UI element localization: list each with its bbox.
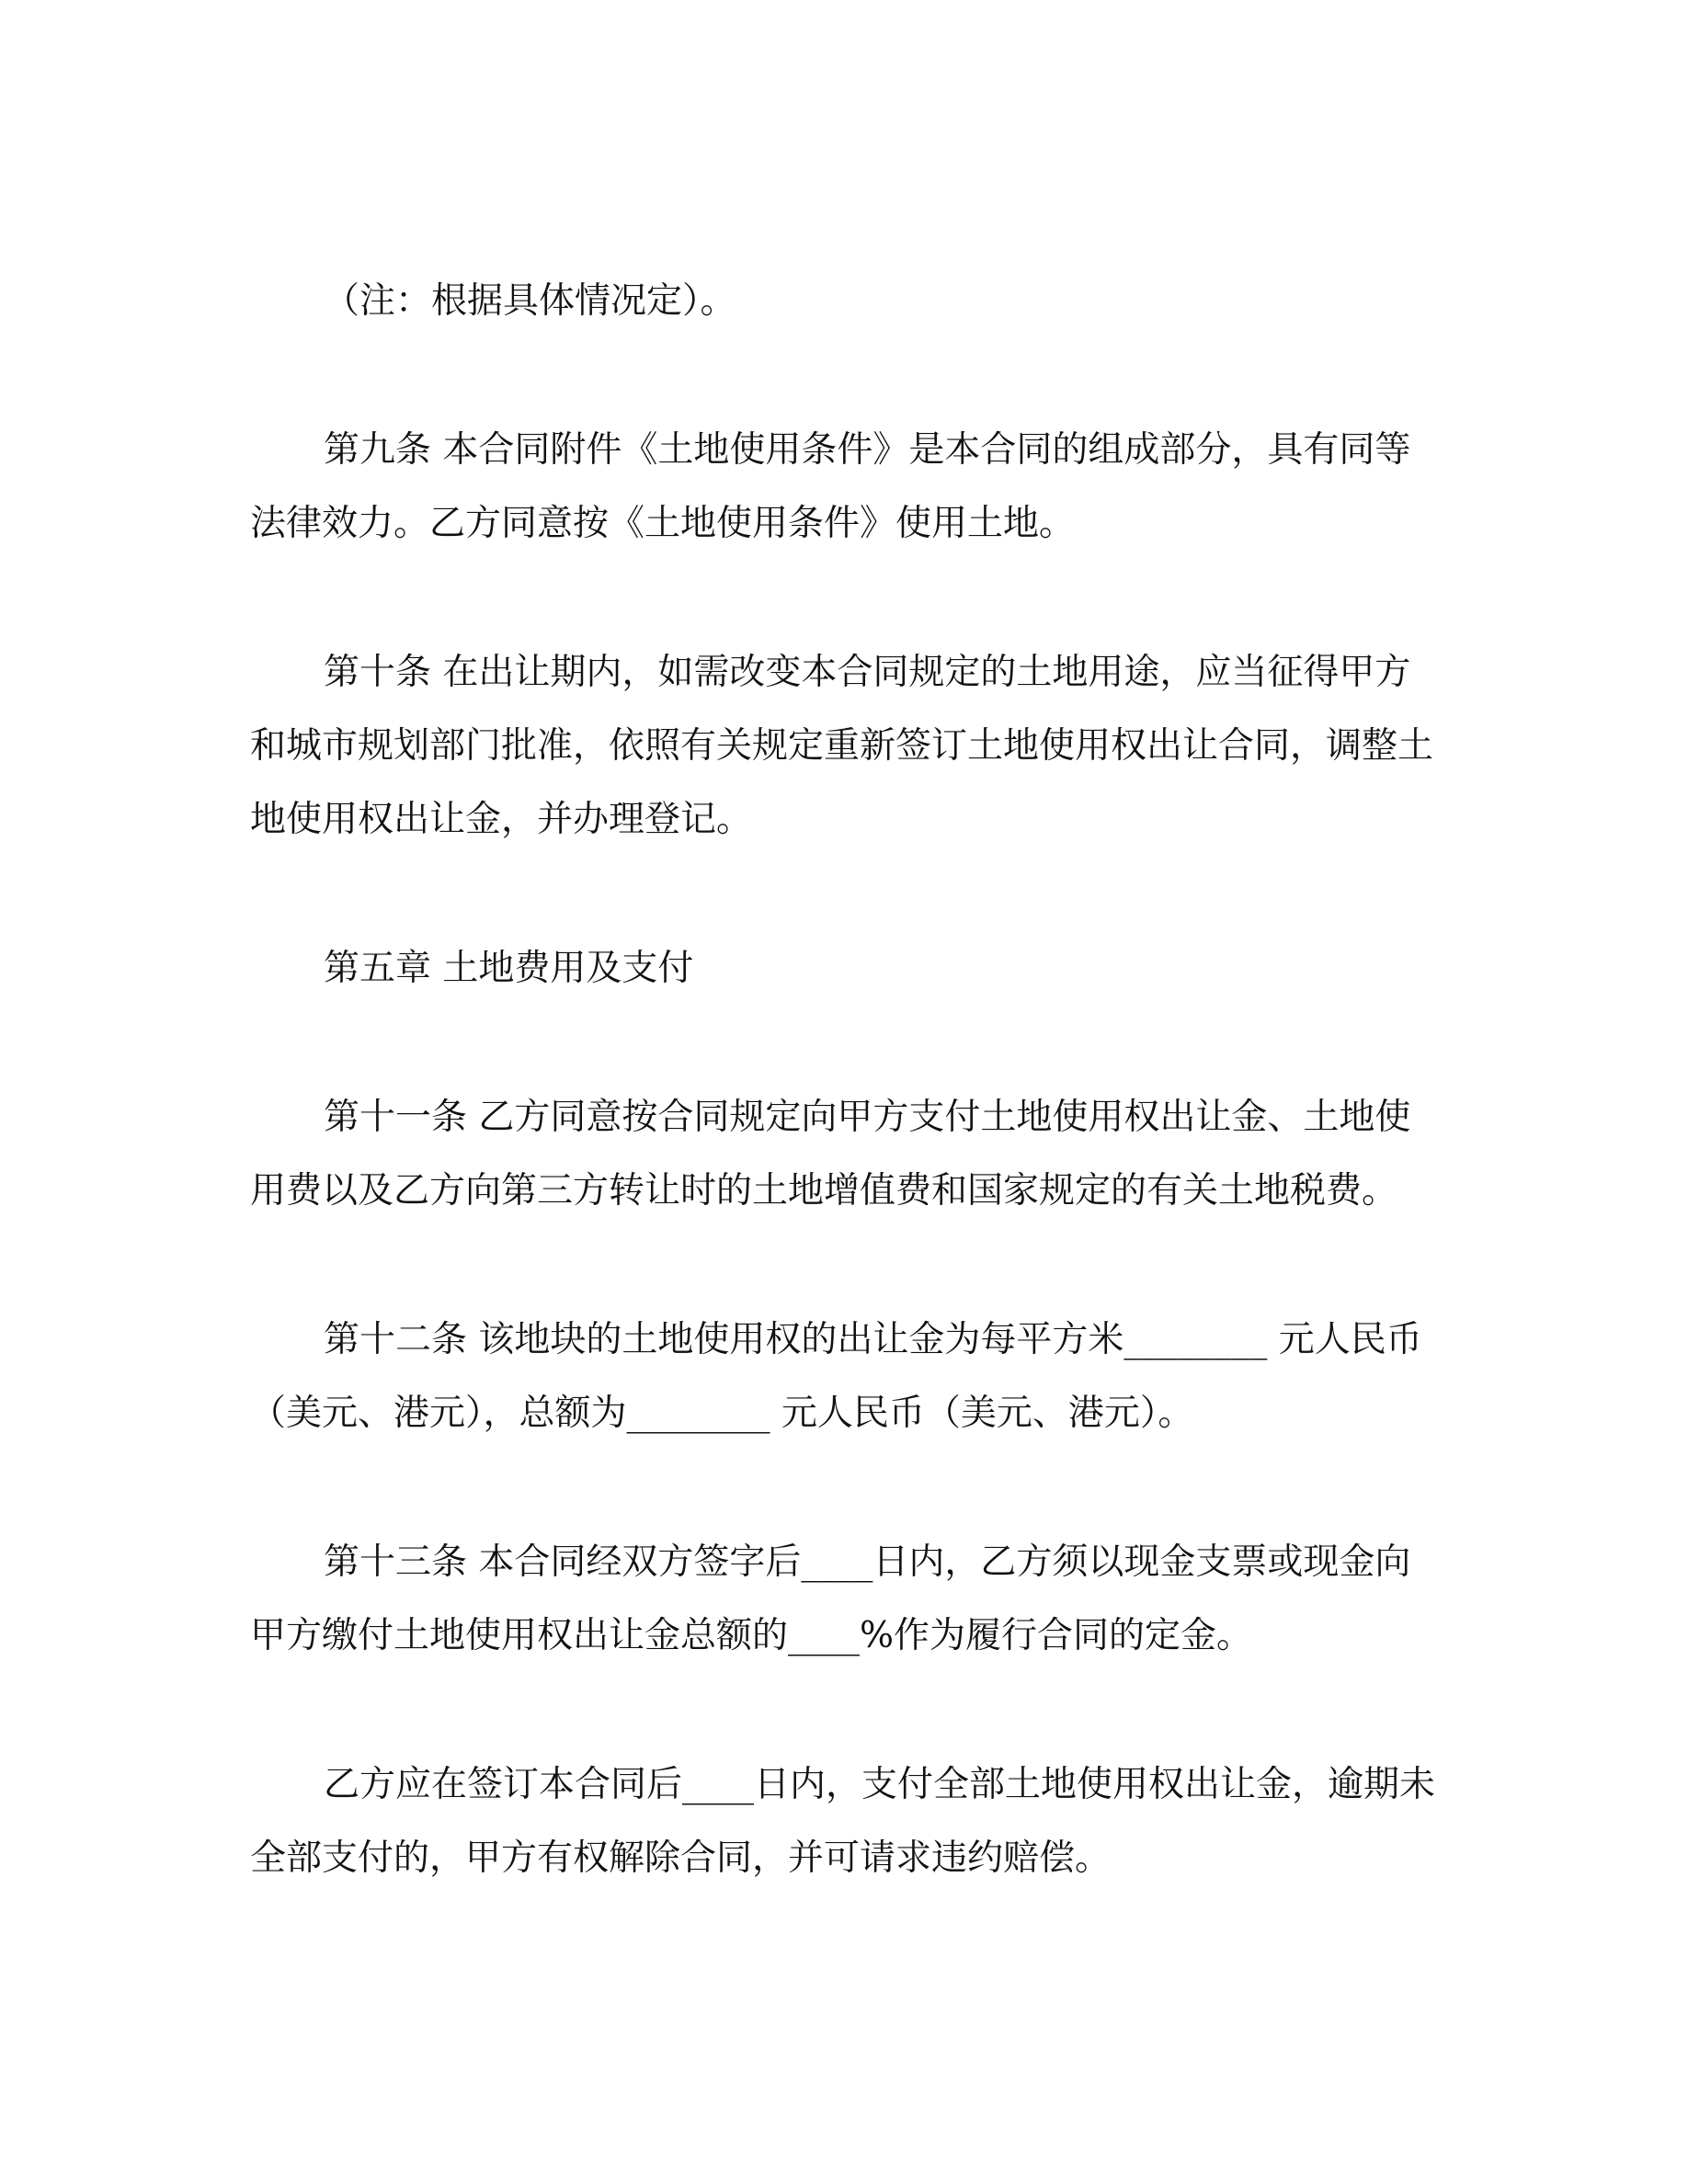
article-13-paragraph: 第十三条 本合同经双方签字后____日内，乙方须以现金支票或现金向甲方缴付土地使用权出让金总额的____%作为履行合同的定金。 <box>250 1541 1411 1656</box>
note-paragraph: （注：根据具体情况定）。 <box>324 280 736 322</box>
payment-deadline-paragraph: 乙方应在签订本合同后____日内，支付全部土地使用权出让金，逾期未全部支付的，甲方有权解除合同，并可请求违约赔偿。 <box>250 1764 1436 1879</box>
article-10-paragraph: 第十条 在出让期内，如需改变本合同规定的土地用途，应当征得甲方和城市规划部门批准，依照有关规定重新签订土地使用权出让合同，调整土地使用权出让金，并办理登记。 <box>250 652 1434 840</box>
document-body <box>250 265 1445 1971</box>
chapter-5-heading: 第五章 土地费用及支付 <box>324 948 694 989</box>
article-9-paragraph: 第九条 本合同附件《土地使用条件》是本合同的组成部分，具有同等法律效力。乙方同意按《土地使用条件》使用土地。 <box>250 429 1411 544</box>
article-11-paragraph: 第十一条 乙方同意按合同规定向甲方支付土地使用权出让金、土地使用费以及乙方向第三方转让时的土地增值费和国家规定的有关土地税费。 <box>250 1097 1411 1211</box>
article-12-paragraph: 第十二条 该地块的土地使用权的出让金为每平方米________ 元人民币（美元、港元），总额为________ 元人民币（美元、港元）。 <box>250 1319 1422 1434</box>
